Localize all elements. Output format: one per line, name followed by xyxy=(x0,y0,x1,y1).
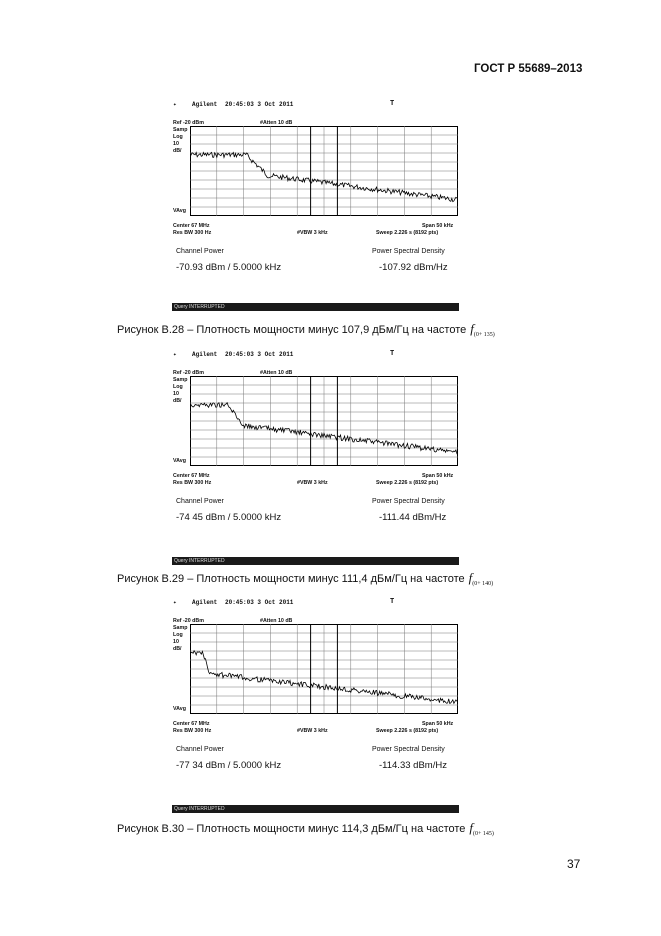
ref-level: Ref -20 dBm xyxy=(173,120,204,126)
res-bw: Res BW 300 Hz xyxy=(173,480,212,486)
instrument-header xyxy=(170,100,460,110)
timestamp: 20:45:03 3 Oct 2011 xyxy=(225,599,294,606)
span: Span 50 kHz xyxy=(422,721,454,727)
channel-power-value: -74 45 dBm / 5.0000 kHz xyxy=(176,512,282,523)
page-number: 37 xyxy=(567,857,581,871)
detector-label: Samp xyxy=(173,127,188,133)
agilent-logo-icon: ✦ xyxy=(173,351,177,358)
freq-subscript: (0+ 140) xyxy=(472,581,494,587)
vbw: #VBW 3 kHz xyxy=(297,480,328,486)
scale-unit: dB/ xyxy=(173,148,182,154)
psd-value: -114.33 dBm/Hz xyxy=(379,760,447,771)
sweep: Sweep 2.226 s (8192 pts) xyxy=(376,728,439,734)
vbw: #VBW 3 kHz xyxy=(297,230,328,236)
trace-label: T xyxy=(390,100,395,108)
spectrum-plot xyxy=(190,376,458,466)
scale-type: Log xyxy=(173,134,183,140)
spectrum-figure-1 xyxy=(170,100,460,310)
vavg-label: VAvg xyxy=(173,208,186,214)
spectrum-plot xyxy=(190,126,458,216)
psd-label: Power Spectral Density xyxy=(372,746,445,753)
ref-level: Ref -20 dBm xyxy=(173,370,204,376)
sweep: Sweep 2.226 s (8192 pts) xyxy=(376,480,439,486)
res-bw: Res BW 300 Hz xyxy=(173,728,212,734)
caption-text: Рисунок В.30 – Плотность мощности минус 114,3 дБм/Гц на частоте xyxy=(117,823,466,835)
channel-power-value: -77 34 dBm / 5.0000 kHz xyxy=(176,760,282,771)
caption-text: Рисунок В.28 – Плотность мощности минус 107,9 дБм/Гц на частоте xyxy=(117,324,467,336)
attenuation: #Atten 10 dB xyxy=(260,120,293,126)
center-freq: Center 67 MHz xyxy=(173,473,210,479)
detector-label: Samp xyxy=(173,625,188,631)
channel-power-label: Channel Power xyxy=(176,746,224,753)
spectrum-figure-3 xyxy=(170,598,460,812)
brand-label: Agilent xyxy=(192,599,218,606)
scale-unit: dB/ xyxy=(173,398,182,404)
psd-value: -111.44 dBm/Hz xyxy=(379,512,447,523)
vbw: #VBW 3 kHz xyxy=(297,728,328,734)
status-bar: Query INTERRUPTED xyxy=(172,805,459,813)
psd-label: Power Spectral Density xyxy=(372,248,445,255)
center-freq: Center 67 MHz xyxy=(173,721,210,727)
brand-label: Agilent xyxy=(192,101,218,108)
instrument-header xyxy=(170,350,460,360)
freq-subscript: (0+ 135) xyxy=(473,332,495,338)
vavg-label: VAvg xyxy=(173,706,186,712)
detector-label: Samp xyxy=(173,377,188,383)
timestamp: 20:45:03 3 Oct 2011 xyxy=(225,101,294,108)
span: Span 50 kHz xyxy=(422,473,454,479)
scale-type: Log xyxy=(173,384,183,390)
scale-value: 10 xyxy=(173,391,179,397)
psd-value: -107.92 dBm/Hz xyxy=(379,262,448,273)
status-bar: Query INTERRUPTED xyxy=(172,557,459,565)
figure-caption-3 xyxy=(117,820,494,836)
center-freq: Center 67 MHz xyxy=(173,223,210,229)
channel-power-value: -70.93 dBm / 5.0000 kHz xyxy=(176,262,282,273)
spectrum-figure-2 xyxy=(170,350,460,564)
freq-subscript: (0+ 145) xyxy=(473,831,494,837)
instrument-header xyxy=(170,598,460,608)
attenuation: #Atten 10 dB xyxy=(260,370,293,376)
channel-power-label: Channel Power xyxy=(176,248,224,255)
freq-symbol: f xyxy=(470,321,474,336)
scale-value: 10 xyxy=(173,141,179,147)
brand-label: Agilent xyxy=(192,351,218,358)
vavg-label: VAvg xyxy=(173,458,186,464)
scale-value: 10 xyxy=(173,639,179,645)
figure-caption-1 xyxy=(117,321,495,337)
res-bw: Res BW 300 Hz xyxy=(173,230,212,236)
timestamp: 20:45:03 3 Oct 2011 xyxy=(225,351,294,358)
agilent-logo-icon: ✦ xyxy=(173,599,177,606)
agilent-logo-icon: ✦ xyxy=(173,101,177,108)
standard-number: ГОСТ Р 55689–2013 xyxy=(474,63,583,75)
figure-caption-2 xyxy=(117,570,493,586)
scale-type: Log xyxy=(173,632,183,638)
sweep: Sweep 2.226 s (8192 pts) xyxy=(376,230,439,236)
spectrum-plot xyxy=(190,624,458,714)
caption-text: Рисунок В.29 – Плотность мощности минус 111,4 дБм/Гц на частоте xyxy=(117,573,465,585)
attenuation: #Atten 10 dB xyxy=(260,618,293,624)
trace-label: T xyxy=(390,350,395,358)
status-bar: Query INTERRUPTED xyxy=(172,303,459,311)
freq-symbol: f xyxy=(469,820,474,835)
scale-unit: dB/ xyxy=(173,646,182,652)
freq-symbol: f xyxy=(468,570,473,585)
psd-label: Power Spectral Density xyxy=(372,498,445,505)
trace-label: T xyxy=(390,598,395,606)
channel-power-label: Channel Power xyxy=(176,498,224,505)
ref-level: Ref -20 dBm xyxy=(173,618,204,624)
span: Span 50 kHz xyxy=(422,223,454,229)
